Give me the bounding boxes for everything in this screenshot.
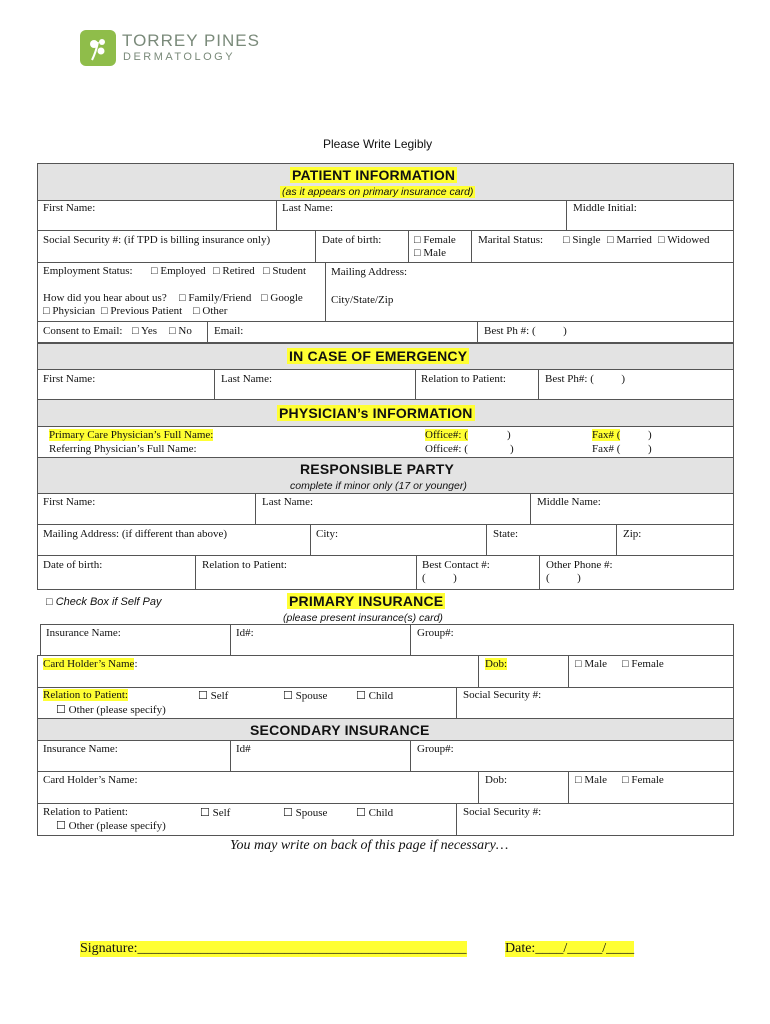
consent-yes-option[interactable]: □ Yes <box>132 325 158 337</box>
patient-female-label: Female <box>423 234 456 246</box>
secondary-female-option[interactable]: □ Female <box>622 774 664 786</box>
primary-male-option[interactable]: □ Male <box>575 658 608 670</box>
pcp-fax-label: Fax# ( <box>592 429 621 441</box>
emergency-last-name-label: Last Name: <box>221 373 273 385</box>
mailing-address-label: Mailing Address: <box>331 266 408 278</box>
responsible-city-label: City: <box>316 528 339 540</box>
self-pay-checkbox[interactable]: □ Check Box if Self Pay <box>46 596 162 608</box>
secondary-female-label: Female <box>631 774 664 786</box>
patient-middle-initial-label: Middle Initial: <box>573 202 637 214</box>
responsible-other-phone-paren: ( ) <box>546 572 581 584</box>
secondary-male-option[interactable]: □ Male <box>575 774 608 786</box>
heard-physician-option[interactable]: □ Physician <box>43 305 96 317</box>
logo-title: TORREY PINES <box>122 31 260 50</box>
secondary-card-holder-label: Card Holder’s Name: <box>43 774 138 786</box>
patient-section-title: PATIENT INFORMATION <box>292 167 456 183</box>
emergency-first-name-label: First Name: <box>43 373 96 385</box>
secondary-self-label: Self <box>212 807 231 819</box>
secondary-id-label: Id# <box>236 743 251 755</box>
responsible-address-label: Mailing Address: (if different than above) <box>43 528 227 540</box>
patient-best-phone-label: Best Ph #: ( ) <box>484 325 567 337</box>
secondary-group-label: Group#: <box>417 743 454 755</box>
secondary-self-option[interactable]: ☐ Self <box>200 807 231 819</box>
secondary-relation-label: Relation to Patient: <box>43 806 128 818</box>
emergency-phone-label: Best Ph#: ( ) <box>545 373 626 385</box>
patient-female-option[interactable]: □ Female <box>414 234 456 246</box>
logo-subtitle: DERMATOLOGY <box>123 51 236 63</box>
marital-single-option[interactable]: □ Single <box>563 234 601 246</box>
primary-id-field[interactable] <box>230 624 411 656</box>
primary-spouse-option[interactable]: ☐ Spouse <box>283 690 328 702</box>
date-line[interactable]: Date:____/_____/____ <box>505 941 635 956</box>
primary-ssn-label: Social Security #: <box>463 689 542 701</box>
patient-first-name-label: First Name: <box>43 202 96 214</box>
responsible-other-phone-label: Other Phone #: <box>546 559 613 571</box>
referring-fax-label: Fax# ( <box>592 443 621 455</box>
secondary-other-label: Other (please specify) <box>68 820 166 832</box>
responsible-dob-label: Date of birth: <box>43 559 103 571</box>
patient-ssn-label: Social Security #: (if TPD is billing insurance only) <box>43 234 271 246</box>
emergency-section-title: IN CASE OF EMERGENCY <box>289 348 468 364</box>
physician-label: Physician <box>52 305 96 317</box>
marital-widowed-option[interactable]: □ Widowed <box>658 234 710 246</box>
primary-self-option[interactable]: ☐ Self <box>198 690 229 702</box>
referring-name-label: Referring Physician’s Full Name: <box>49 443 197 455</box>
marital-single-label: Single <box>572 234 601 246</box>
pcp-office-label: Office#: ( <box>425 429 468 441</box>
primary-other-label: Other (please specify) <box>68 704 166 716</box>
responsible-section-title: RESPONSIBLE PARTY <box>300 461 455 477</box>
referring-office-label: Office#: ( <box>425 443 468 455</box>
marital-widowed-label: Widowed <box>667 234 710 246</box>
primary-id-label: Id#: <box>236 627 254 639</box>
secondary-male-label: Male <box>584 774 608 786</box>
primary-card-holder-colon: : <box>134 658 138 670</box>
patient-marital-label: Marital Status: <box>478 234 544 246</box>
primary-section-subtitle: (please present insurance(s) card) <box>283 612 443 624</box>
patient-section-subtitle: (as it appears on primary insurance card) <box>282 186 474 198</box>
primary-female-label: Female <box>631 658 664 670</box>
pcp-office-close: ) <box>507 429 511 441</box>
heard-google-option[interactable]: □ Google <box>261 292 303 304</box>
primary-card-holder-label <box>43 658 138 670</box>
secondary-ssn-label: Social Security #: <box>463 806 542 818</box>
primary-dob-label: Dob: <box>485 658 507 670</box>
family-friend-label: Family/Friend <box>188 292 252 304</box>
consent-no-option[interactable]: □ No <box>169 325 192 337</box>
city-state-zip-label: City/State/Zip <box>331 294 394 306</box>
page-note: Please Write Legibly <box>323 137 433 151</box>
primary-group-field[interactable] <box>410 624 734 656</box>
pcp-name-label: Primary Care Physician’s Full Name: <box>49 429 214 441</box>
heard-about-label: How did you hear about us? <box>43 292 167 304</box>
secondary-other-option[interactable]: ☐ Other (please specify) <box>56 820 166 832</box>
pine-tree-icon <box>80 30 116 66</box>
logo-mark <box>80 30 116 66</box>
student-label: Student <box>272 265 307 277</box>
responsible-last-name-label: Last Name: <box>262 496 314 508</box>
patient-male-label: Male <box>423 247 447 259</box>
heard-previous-patient-option[interactable]: □ Previous Patient <box>101 305 183 317</box>
other-label: Other <box>202 305 228 317</box>
responsible-middle-name-label: Middle Name: <box>537 496 601 508</box>
primary-group-label: Group#: <box>417 627 454 639</box>
pcp-fax-close: ) <box>648 429 652 441</box>
emergency-relation-label: Relation to Patient: <box>421 373 506 385</box>
primary-section-title: PRIMARY INSURANCE <box>289 593 444 609</box>
referring-fax-close: ) <box>648 443 652 455</box>
responsible-relation-label: Relation to Patient: <box>202 559 287 571</box>
consent-yes-label: Yes <box>141 325 158 337</box>
employment-status-label: Employment Status: <box>43 265 133 277</box>
primary-child-label: Child <box>368 690 394 702</box>
responsible-zip-label: Zip: <box>623 528 642 540</box>
patient-dob-label: Date of birth: <box>322 234 382 246</box>
secondary-id-field[interactable] <box>230 740 411 772</box>
heard-family-option[interactable]: □ Family/Friend <box>179 292 252 304</box>
responsible-best-contact-paren: ( ) <box>422 572 457 584</box>
patient-male-option[interactable]: □ Male <box>414 247 447 259</box>
consent-email-label: Consent to Email: <box>43 325 123 337</box>
heard-other-option[interactable]: □ Other <box>193 305 228 317</box>
primary-child-option[interactable]: ☐ Child <box>356 690 394 702</box>
patient-last-name-label: Last Name: <box>282 202 334 214</box>
secondary-spouse-label: Spouse <box>295 807 328 819</box>
marital-married-label: Married <box>616 234 652 246</box>
responsible-best-contact-label: Best Contact #: <box>422 559 490 571</box>
primary-female-option[interactable]: □ Female <box>622 658 664 670</box>
patient-email-field[interactable] <box>207 321 478 343</box>
physician-section-title: PHYSICIAN’s INFORMATION <box>279 405 473 421</box>
retired-label: Retired <box>222 265 255 277</box>
secondary-child-label: Child <box>368 807 394 819</box>
secondary-section-title: SECONDARY INSURANCE <box>250 722 430 738</box>
responsible-section-subtitle: complete if minor only (17 or younger) <box>290 480 467 492</box>
previous-patient-label: Previous Patient <box>110 305 183 317</box>
self-pay-label: Check Box if Self Pay <box>55 596 162 608</box>
referring-office-close: ) <box>510 443 514 455</box>
employment-retired-option[interactable]: □ Retired <box>213 265 255 277</box>
responsible-state-label: State: <box>493 528 519 540</box>
footer-note: You may write on back of this page if necessary… <box>230 838 509 853</box>
signature-line[interactable]: Signature:_______________________________________________ <box>80 941 467 956</box>
secondary-child-option[interactable]: ☐ Child <box>356 807 394 819</box>
employment-employed-option[interactable]: □ Employed <box>151 265 206 277</box>
consent-no-label: No <box>178 325 192 337</box>
marital-married-option[interactable]: □ Married <box>607 234 652 246</box>
secondary-dob-label: Dob: <box>485 774 507 786</box>
primary-insurance-name-label: Insurance Name: <box>46 627 121 639</box>
primary-relation-label: Relation to Patient: <box>43 689 128 701</box>
employed-label: Employed <box>160 265 206 277</box>
primary-other-option[interactable]: ☐ Other (please specify) <box>56 704 166 716</box>
employment-student-option[interactable]: □ Student <box>263 265 307 277</box>
primary-card-holder-text: Card Holder’s Name <box>43 658 135 670</box>
primary-spouse-label: Spouse <box>295 690 328 702</box>
primary-male-label: Male <box>584 658 608 670</box>
patient-email-label: Email: <box>214 325 244 337</box>
responsible-first-name-label: First Name: <box>43 496 96 508</box>
secondary-spouse-option[interactable]: ☐ Spouse <box>283 807 328 819</box>
secondary-group-field[interactable] <box>410 740 734 772</box>
primary-self-label: Self <box>210 690 229 702</box>
google-label: Google <box>270 292 303 304</box>
secondary-insurance-name-label: Insurance Name: <box>43 743 118 755</box>
